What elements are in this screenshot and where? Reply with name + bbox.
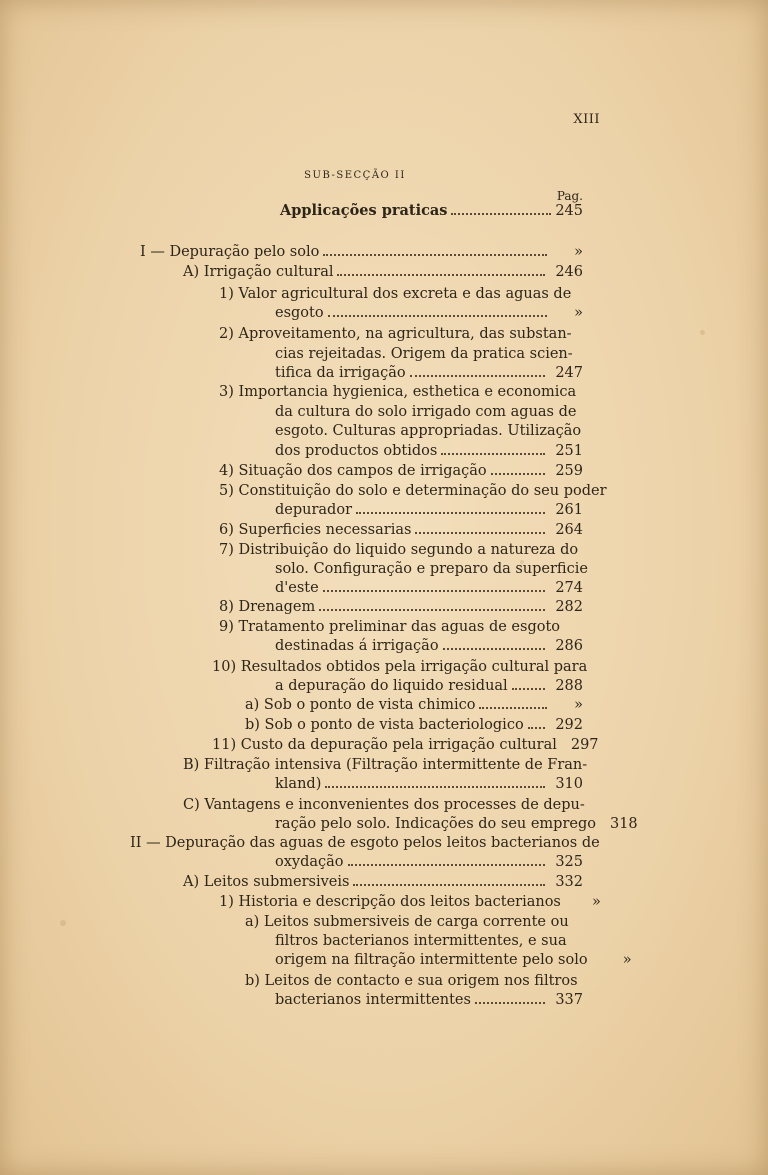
toc-entry-text: oxydação (275, 854, 344, 870)
toc-entry-text: b) Sob o ponto de vista bacteriologico (245, 717, 524, 733)
toc-entry-text: destinadas á irrigação (275, 638, 439, 654)
dot-leader (356, 512, 545, 514)
toc-entry-text: 2) Aproveitamento, na agricultura, das substan- (219, 326, 572, 342)
toc-entry-text: 3) Importancia hygienica, esthetica e economica (219, 384, 577, 400)
page-number: XIII (573, 112, 600, 127)
toc-entry (245, 715, 583, 735)
toc-entry (275, 578, 583, 598)
dot-leader (451, 213, 551, 215)
toc-entry-page: » (574, 244, 583, 260)
toc-entry-page: 264 (555, 522, 583, 538)
toc-entry (275, 303, 583, 323)
toc-entry (245, 971, 578, 991)
toc-entry-text: 9) Tratamento preliminar das aguas de esgoto (219, 619, 561, 635)
toc-entry-text: 6) Superficies necessarias (219, 522, 412, 538)
toc-entry (219, 461, 583, 481)
toc-entry (183, 872, 583, 892)
toc-entry (219, 481, 607, 501)
toc-entry-text: bacterianos intermittentes (275, 992, 471, 1008)
toc-entry-page: 247 (555, 365, 583, 381)
toc-entry (275, 814, 638, 834)
toc-entry-text: 11) Custo da depuração pela irrigação cultural (212, 737, 557, 753)
toc-entry (183, 795, 585, 815)
dot-leader (415, 532, 545, 534)
dot-leader (348, 864, 546, 866)
toc-entry-text: dos productos obtidos (275, 443, 438, 459)
toc-entry (212, 657, 588, 677)
toc-entry (275, 344, 573, 364)
toc-entry-text: 7) Distribuição do liquido segundo a natureza do (219, 542, 579, 558)
toc-entry-text: C) Vantagens e inconvenientes dos processes de depu- (183, 797, 585, 813)
toc-entry (275, 559, 588, 579)
toc-entry (275, 441, 583, 461)
toc-entry-text: tifica da irrigação (275, 365, 406, 381)
toc-entry-page: 288 (555, 678, 583, 694)
toc-entry-page: » (574, 305, 583, 321)
toc-entry-page: 282 (555, 599, 583, 615)
toc-entry-text: A) Irrigação cultural (183, 264, 334, 280)
toc-entry (219, 520, 583, 540)
toc-entry-text: cias rejeitadas. Origem da pratica scien- (275, 346, 573, 362)
dot-leader (323, 590, 546, 592)
toc-entry-text: solo. Configuração e preparo da superficie (275, 561, 588, 577)
toc-entry-text: A) Leitos submersiveis (183, 874, 350, 890)
toc-entry (275, 363, 583, 383)
toc-entry (219, 597, 583, 617)
dot-leader (319, 609, 545, 611)
toc-entry-text: da cultura do solo irrigado com aguas de (275, 404, 577, 420)
toc-entry (275, 676, 583, 696)
toc-entry-page: 325 (555, 854, 583, 870)
toc-entry-text: II — Depuração das aguas de esgoto pelos leitos bacterianos de (130, 835, 600, 851)
toc-entry (140, 242, 583, 262)
toc-entry-text: B) Filtração intensiva (Filtração intermittente de Fran- (183, 757, 588, 773)
toc-entry-text: 1) Valor agricultural dos excreta e das aguas de (219, 286, 572, 302)
dot-leader (410, 375, 546, 377)
toc-entry-text: d'este (275, 580, 319, 596)
toc-entry-page: 332 (555, 874, 583, 890)
toc-entry (219, 382, 577, 402)
section-heading-page: 245 (555, 203, 583, 219)
toc-entry (183, 755, 588, 775)
toc-entry (275, 402, 577, 422)
toc-entry-page: 292 (555, 717, 583, 733)
toc-entry-text: 4) Situação dos campos de irrigação (219, 463, 487, 479)
paper-stain (700, 330, 705, 335)
section-heading-title: Applicações praticas (280, 202, 448, 219)
toc-entry-page: 337 (555, 992, 583, 1008)
toc-entry-text: origem na filtração intermittente pelo solo (275, 952, 588, 968)
toc-entry-page: 297 (570, 737, 599, 753)
dot-leader (479, 707, 547, 709)
pag-column-label: Pag. (556, 189, 583, 203)
toc-entry-text: ração pelo solo. Indicações do seu emprego (275, 816, 596, 832)
toc-entry-text: a) Leitos submersiveis de carga corrente ou (245, 914, 569, 930)
dot-leader (528, 727, 546, 729)
toc-entry (275, 852, 583, 872)
toc-entry (275, 421, 582, 441)
section-heading (280, 202, 583, 219)
toc-entry (275, 950, 632, 970)
toc-entry (245, 695, 583, 715)
toc-entry (219, 540, 579, 560)
toc-entry-page: 251 (555, 443, 583, 459)
toc-entry-text: b) Leitos de contacto e sua origem nos filtros (245, 973, 578, 989)
toc-entry (219, 892, 601, 912)
dot-leader (475, 1002, 545, 1004)
dot-leader (441, 453, 545, 455)
toc-entry-text: 8) Drenagem (219, 599, 316, 615)
toc-entry (130, 833, 600, 853)
toc-entry-text: a) Sob o ponto de vista chimico (245, 697, 476, 713)
toc-entry (219, 617, 561, 637)
subsection-title: SUB-SECÇÃO II (304, 170, 406, 181)
toc-entry-text: a depuração do liquido residual (275, 678, 508, 694)
dot-leader (328, 315, 547, 317)
toc-entry (245, 912, 569, 932)
paper-stain (60, 920, 66, 926)
toc-entry (219, 284, 572, 304)
toc-entry (275, 636, 583, 656)
toc-entry-page: 274 (555, 580, 583, 596)
toc-entry-page: 259 (555, 463, 583, 479)
dot-leader (443, 648, 546, 650)
toc-entry (275, 990, 583, 1010)
toc-entry-page: 310 (555, 776, 583, 792)
toc-entry-page: » (622, 952, 632, 968)
dot-leader (512, 688, 546, 690)
dot-leader (337, 274, 545, 276)
toc-entry (275, 500, 583, 520)
toc-entry-text: kland) (275, 776, 322, 792)
toc-entry (183, 262, 583, 282)
dot-leader (323, 254, 547, 256)
toc-entry-text: esgoto (275, 305, 324, 321)
toc-entry-text: 10) Resultados obtidos pela irrigação cultural para (212, 659, 588, 675)
toc-entry (212, 735, 599, 755)
toc-entry (219, 324, 572, 344)
toc-entry-page: 246 (555, 264, 583, 280)
toc-entry-text: esgoto. Culturas appropriadas. Utilização (275, 423, 582, 439)
toc-entry-text: I — Depuração pelo solo (140, 244, 320, 260)
toc-entry (275, 931, 567, 951)
dot-leader (353, 884, 545, 886)
toc-entry (275, 774, 583, 794)
toc-entry-page: 261 (555, 502, 583, 518)
toc-entry-page: » (574, 697, 583, 713)
toc-entry-text: 1) Historia e descripção dos leitos bacterianos (219, 894, 561, 910)
toc-entry-page: 286 (555, 638, 583, 654)
toc-entry-text: 5) Constituição do solo e determinação do seu poder (219, 483, 607, 499)
toc-entry-page: 318 (609, 816, 638, 832)
dot-leader (325, 786, 545, 788)
toc-entry-text: depurador (275, 502, 353, 518)
toc-entry-page: » (592, 894, 601, 910)
dot-leader (491, 473, 546, 475)
toc-entry-text: filtros bacterianos intermittentes, e sua (275, 933, 567, 949)
